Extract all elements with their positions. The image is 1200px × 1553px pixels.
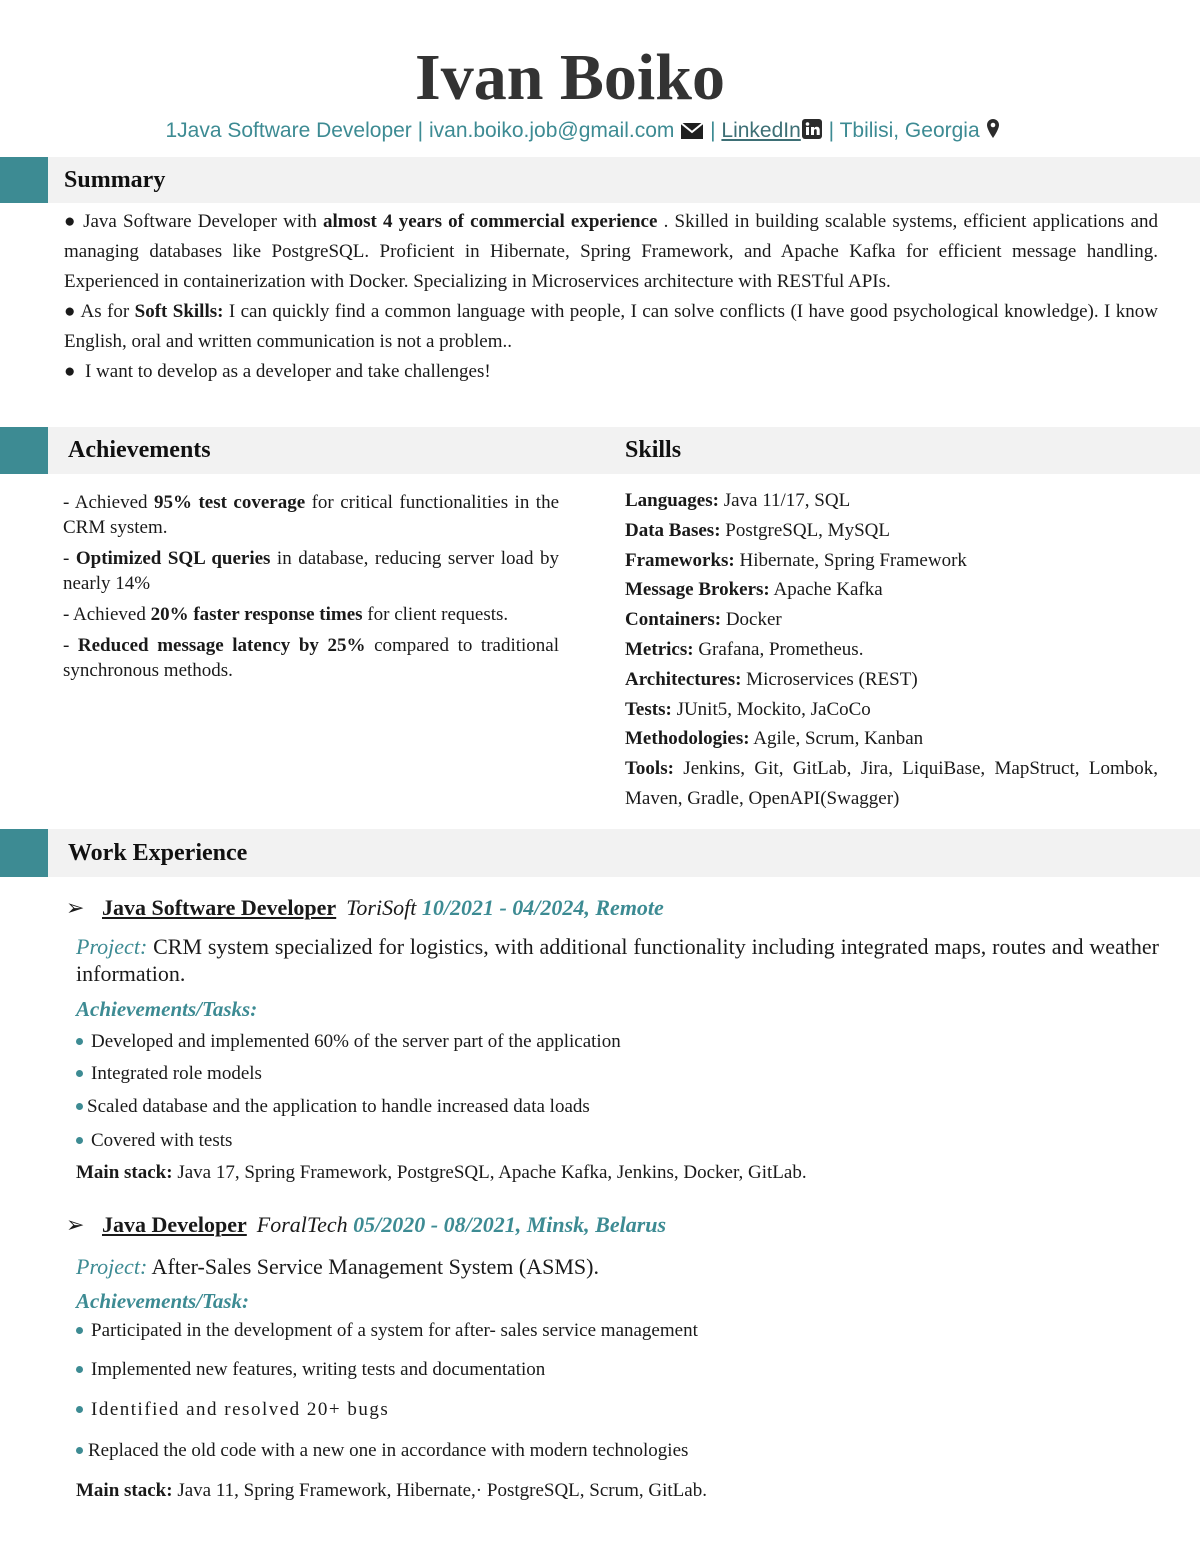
job-dates: 10/2021 - 04/2024, Remote (421, 895, 664, 920)
arrow-icon: ➢ (66, 895, 85, 920)
job-project: Project: CRM system specialized for logistics, with additional functionality including integrated maps, routes and weather information. (76, 934, 1159, 986)
skill-item: Frameworks: Hibernate, Spring Framework (625, 549, 967, 571)
skill-item: Containers: Docker (625, 609, 782, 631)
job-company: ForalTech (256, 1212, 348, 1237)
bullet-icon (76, 1070, 83, 1077)
summary-body (64, 207, 1158, 387)
section-accent (0, 829, 48, 877)
task-item: Integrated role models (76, 1060, 262, 1088)
job-role: Java Software Developer (102, 895, 337, 920)
task-item: Participated in the development of a system for after- sales service management (76, 1317, 698, 1345)
job-tasks-label: Achievements/Task: (76, 1289, 250, 1313)
bullet-icon (76, 1327, 83, 1334)
achievements-heading: Achievements (68, 437, 211, 463)
bullet-icon (76, 1137, 83, 1144)
job-tasks-label: Achievements/Tasks: (76, 997, 258, 1021)
bullet-icon (76, 1103, 83, 1110)
skill-item: Tests: JUnit5, Mockito, JaCoCo (625, 698, 871, 720)
summary-bullet: ● Java Software Developer with almost 4 years of commercial experience . Skilled in building scalable systems, efficient applications and managing databases like PostgreSQL. Proficient in Hibernate, Spring Framework, and Apache Kafka for efficient message handling. Experienced in containerization with Docker. Specializing in Microservices architecture with RESTful APIs. (64, 211, 1158, 292)
summary-bullet: ● I want to develop as a developer and take challenges! (64, 361, 491, 382)
linkedin-icon[interactable] (801, 118, 823, 148)
separator: | (417, 119, 424, 142)
experience-section-header (0, 829, 1200, 877)
bullet-icon (76, 1366, 83, 1373)
job-header (66, 893, 664, 923)
skill-item: Message Brokers: Apache Kafka (625, 579, 883, 601)
summary-section-header (0, 157, 1200, 203)
bullet-icon (76, 1038, 83, 1045)
separator: | (828, 119, 835, 142)
job-company: ToriSoft (346, 895, 417, 920)
summary-heading: Summary (64, 167, 166, 193)
candidate-name: Ivan Boiko (415, 41, 725, 114)
task-item: Covered with tests (76, 1127, 232, 1155)
bullet-icon (76, 1447, 83, 1454)
section-accent (0, 427, 48, 474)
envelope-icon (680, 120, 704, 148)
skill-item: Tools: Jenkins, Git, GitLab, Jira, LiquiBase, MapStruct, Lombok, Maven, Gradle, OpenAPI(Swagger) (625, 758, 1158, 809)
section-accent (0, 157, 48, 203)
task-item: Identified and resolved 20+ bugs (76, 1396, 389, 1424)
location: Tbilisi, Georgia (839, 119, 980, 142)
task-item: Scaled database and the application to handle increased data loads (76, 1093, 590, 1121)
skill-item: Metrics: Grafana, Prometheus. (625, 638, 864, 660)
skill-item: Languages: Java 11/17, SQL (625, 490, 851, 511)
task-item: Developed and implemented 60% of the server part of the application (76, 1028, 621, 1056)
job-header (66, 1210, 666, 1240)
summary-bullet: ● As for Soft Skills: I can quickly find a common language with people, I can solve conflicts (I have good psychological knowledge). I know English, oral and written communication is not a problem.. (64, 301, 1158, 352)
job-dates: 05/2020 - 08/2021, Minsk, Belarus (353, 1212, 667, 1237)
task-item: Implemented new features, writing tests and documentation (76, 1356, 545, 1384)
achievement-item: - Reduced message latency by 25% compared to traditional synchronous methods. (63, 635, 560, 681)
job-stack: Main stack: Java 11, Spring Framework, Hibernate,· PostgreSQL, Scrum, GitLab. (76, 1480, 707, 1501)
achievement-item: - Optimized SQL queries in database, reducing server load by nearly 14% (63, 548, 559, 594)
achievement-item: - Achieved 20% faster response times for client requests. (63, 604, 509, 625)
email-link[interactable]: ivan.boiko.job@gmail.com (428, 119, 675, 142)
job-role: Java Developer (102, 1212, 247, 1237)
skill-item: Architectures: Microservices (REST) (625, 668, 918, 690)
job-project: Project: After-Sales Service Management System (ASMS). (76, 1254, 599, 1279)
skill-item: Methodologies: Agile, Scrum, Kanban (625, 728, 924, 750)
skills-heading: Skills (625, 437, 682, 463)
map-pin-icon (986, 118, 1000, 148)
contact-line (0, 117, 1165, 148)
arrow-icon: ➢ (66, 1212, 85, 1237)
job-title: 1Java Software Developer (165, 119, 412, 142)
skills-list (625, 486, 1158, 814)
experience-heading: Work Experience (68, 840, 248, 866)
task-item: Replaced the old code with a new one in accordance with modern technologies (76, 1437, 688, 1465)
job-stack: Main stack: Java 17, Spring Framework, PostgreSQL, Apache Kafka, Jenkins, Docker, GitLab. (76, 1162, 807, 1183)
achievements-list (63, 490, 559, 689)
bullet-icon (76, 1406, 83, 1413)
achievement-item: - Achieved 95% test coverage for critical functionalities in the CRM system. (63, 492, 560, 538)
separator: | (710, 119, 716, 142)
skill-item: Data Bases: PostgreSQL, MySQL (625, 519, 890, 541)
achievements-skills-section-header (0, 427, 1200, 474)
linkedin-link[interactable]: LinkedIn (721, 119, 801, 142)
